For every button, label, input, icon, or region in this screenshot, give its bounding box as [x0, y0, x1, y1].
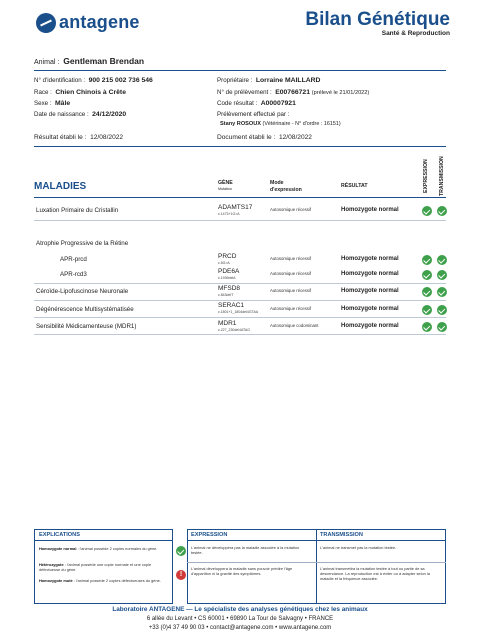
naissance-label: Date de naissance :: [34, 111, 89, 118]
result-value: Homozygote normal: [341, 306, 399, 312]
inheritance-mode: Autosomique récessif: [270, 306, 312, 311]
row-divider: [34, 283, 446, 284]
maladies-title: MALADIES: [34, 181, 87, 192]
row-divider: [34, 220, 446, 221]
document-etabli-value: 12/08/2022: [278, 134, 312, 141]
inheritance-mode: Autosomique récessif: [270, 256, 312, 261]
race-label: Race :: [34, 89, 52, 96]
gene-name: MDR1: [218, 320, 237, 327]
expression-title: EXPRESSION: [191, 532, 228, 538]
col-result-header: RÉSULTAT: [341, 183, 368, 189]
animal-name: Gentleman Brendan: [63, 56, 145, 66]
resultat-etabli-value: 12/08/2022: [90, 134, 124, 141]
homo-mute-term: Homozygote muté: [39, 578, 73, 583]
animal-name-row: [34, 56, 144, 66]
inheritance-mode: Autosomique récessif: [270, 288, 312, 293]
expression-ok-icon: [422, 255, 432, 265]
info-sexe: [34, 100, 70, 107]
explications-divider: [34, 540, 173, 541]
legend-ok-icon: [176, 546, 186, 556]
expression-ok-text: L'animal ne développera pas la maladie associée à la mutation testée.: [191, 545, 300, 555]
footer-lab-line: [0, 606, 480, 613]
info-document-etabli: [217, 134, 312, 141]
row-divider: [34, 317, 446, 318]
prelevement-value: E00766721: [275, 89, 310, 96]
gene-name: MFSD8: [218, 285, 241, 292]
info-race: [34, 89, 126, 96]
sexe-label: Sexe :: [34, 100, 52, 107]
explication-homo-normal: [39, 546, 167, 551]
animal-label: Animal :: [34, 59, 60, 66]
gene-cell: [218, 302, 258, 314]
col-expression-header: EXPRESSION: [423, 159, 429, 193]
info-identification: [34, 77, 153, 84]
row-divider: [34, 300, 446, 301]
inheritance-mode: Autosomique codominant: [270, 323, 319, 328]
disease-name: Dégénérescence Multisystématisée: [36, 306, 134, 313]
expression-ok-icon: [422, 206, 432, 216]
prelevement-date: (prélevé le 21/01/2022): [311, 90, 370, 96]
transmission-warn-text: L'animal transmettra la mutation testée à tout ou partie de sa descendance. La reproduction est à éviter ou à adapter selon la maladie et la fréquence associée.: [320, 566, 430, 581]
gene-name: ADAMTS17: [218, 204, 253, 211]
identification-label: N° d'identification :: [34, 77, 86, 84]
info-preleveur: [220, 121, 341, 127]
transmission-ok-icon: [437, 305, 447, 315]
mutation-code: c.5G>A: [218, 260, 230, 265]
footer-address: 6 allée du Levant • CS 60001 • 69890 La Tour de Salvagny • FRANCE: [146, 616, 334, 622]
proprietaire-value: Lorraine MAILLARD: [255, 77, 321, 84]
inheritance-mode: Autosomique récessif: [270, 207, 312, 212]
document-etabli-label: Document établi le :: [217, 134, 276, 141]
disease-group-name: Atrophie Progressive de la Rétine: [36, 240, 129, 247]
transmission-ok-icon: [437, 255, 447, 265]
result-value: Homozygote normal: [341, 271, 399, 277]
legend-row-divider: [187, 562, 446, 563]
expression-ok-icon: [422, 287, 432, 297]
info-prelevement: [217, 89, 369, 96]
disease-name: APR-rcd3: [60, 271, 87, 278]
explication-homo-mute: [39, 578, 167, 583]
homo-normal-term: Homozygote normal: [39, 546, 77, 551]
info-resultat-etabli: [34, 134, 123, 141]
homo-normal-text: : l'animal possède 2 copies normales du gène.: [76, 546, 158, 551]
hetero-text: : l'animal possède une copie normale et une copie défectueuse du gène.: [39, 562, 152, 572]
homo-mute-text: : l'animal possède 2 copies défectueuses du gène.: [72, 578, 161, 583]
expression-ok-icon: [422, 322, 432, 332]
gene-cell: [218, 320, 250, 332]
hetero-term: Hétérozygote: [39, 562, 64, 567]
result-value: Homozygote normal: [341, 256, 399, 262]
gene-cell: [218, 268, 239, 280]
antagene-logo-icon: [36, 13, 56, 33]
gene-cell: [218, 253, 236, 265]
header-divider: [34, 70, 446, 71]
preleveur-value: Stany ROSOUX: [220, 121, 262, 127]
legend-warning-icon: !: [176, 570, 186, 580]
race-value: Chien Chinois à Crête: [55, 89, 126, 96]
transmission-title: TRANSMISSION: [320, 532, 363, 538]
col-mode-header: Mode d'expression: [270, 180, 302, 193]
transmission-ok-icon: [437, 206, 447, 216]
disease-name: Luxation Primaire du Cristallin: [36, 207, 119, 214]
transmission-ok-text: L'animal ne transmet pas la mutation testée.: [320, 545, 397, 550]
resultat-etabli-label: Résultat établi le :: [34, 134, 87, 141]
result-value: Homozygote normal: [341, 323, 399, 329]
naissance-value: 24/12/2020: [92, 111, 127, 118]
inheritance-mode: Autosomique récessif: [270, 271, 312, 276]
footer-tagline: — Le spécialiste des analyses génétiques chez les animaux: [184, 606, 368, 613]
result-value: Homozygote normal: [341, 207, 399, 213]
explications-title: EXPLICATIONS: [39, 532, 80, 538]
document-subtitle: Santé & Reproduction: [381, 30, 450, 37]
gene-name: SERAC1: [218, 302, 245, 309]
logo-text: antagene: [59, 12, 140, 32]
info-preleveur-label: [217, 111, 289, 118]
expression-warn-text: L'animal développera la maladie sans pouvoir prédire l'âge d'apparition ni la gravité des symptômes.: [191, 566, 293, 576]
document-title: Bilan Génétique: [305, 9, 450, 30]
info-naissance: [34, 111, 126, 118]
mutation-code: c.227_230del4ATAG: [218, 327, 250, 332]
mutation-code: c.843delT: [218, 292, 234, 297]
info-divider: [34, 146, 446, 147]
gene-name: PDE6A: [218, 268, 240, 275]
preleveur-label: Prélèvement effectué par :: [217, 111, 290, 118]
row-divider: [34, 334, 446, 335]
identification-value: 900 215 002 736 546: [88, 77, 153, 84]
info-code-resultat: [217, 100, 296, 107]
explication-hetero: [39, 562, 167, 572]
disease-name: Sensibilité Médicamenteuse (MDR1): [36, 323, 137, 330]
disease-name: APR-prcd: [60, 256, 87, 263]
transmission-ok-icon: [437, 322, 447, 332]
footer-contact: +33 (0)4 37 49 90 03 • contact@antagene.com • www.antagene.com: [148, 625, 332, 631]
gene-cell: [218, 285, 240, 297]
col-gene-sublabel: Mutation: [218, 187, 232, 191]
gene-name: PRCD: [218, 253, 237, 260]
prelevement-label: N° de prélèvement :: [217, 89, 272, 96]
table-header-divider: [34, 197, 446, 198]
mutation-code: c.1801+1_1804del4GTAA: [218, 309, 259, 314]
expression-ok-icon: [422, 270, 432, 280]
mutation-code: c.1939delA: [218, 275, 236, 280]
code-resultat-label: Code résultat :: [217, 100, 258, 107]
preleveur-extra: (Vétérinaire - N° d'ordre : 16151): [262, 121, 341, 127]
footer-lab-name: Laboratoire ANTAGENE: [112, 606, 185, 613]
info-proprietaire: [217, 77, 320, 84]
result-value: Homozygote normal: [341, 288, 399, 294]
col-gene-header: [218, 180, 233, 191]
transmission-ok-icon: [437, 287, 447, 297]
mutation-code: c.1473+1G>A: [218, 211, 240, 216]
gene-cell: [218, 204, 252, 216]
legend-header-divider: [187, 540, 446, 541]
proprietaire-label: Propriétaire :: [217, 77, 253, 84]
disease-name: Céroïde-Lipofuscinose Neuronale: [36, 288, 129, 295]
code-resultat-value: A00007921: [260, 100, 296, 107]
transmission-ok-icon: [437, 270, 447, 280]
antagene-logo: [36, 12, 140, 33]
expression-ok-icon: [422, 305, 432, 315]
col-gene-label: GÈNE: [218, 180, 233, 186]
col-transmission-header: TRANSMISSION: [439, 156, 445, 196]
sexe-value: Mâle: [55, 100, 71, 107]
